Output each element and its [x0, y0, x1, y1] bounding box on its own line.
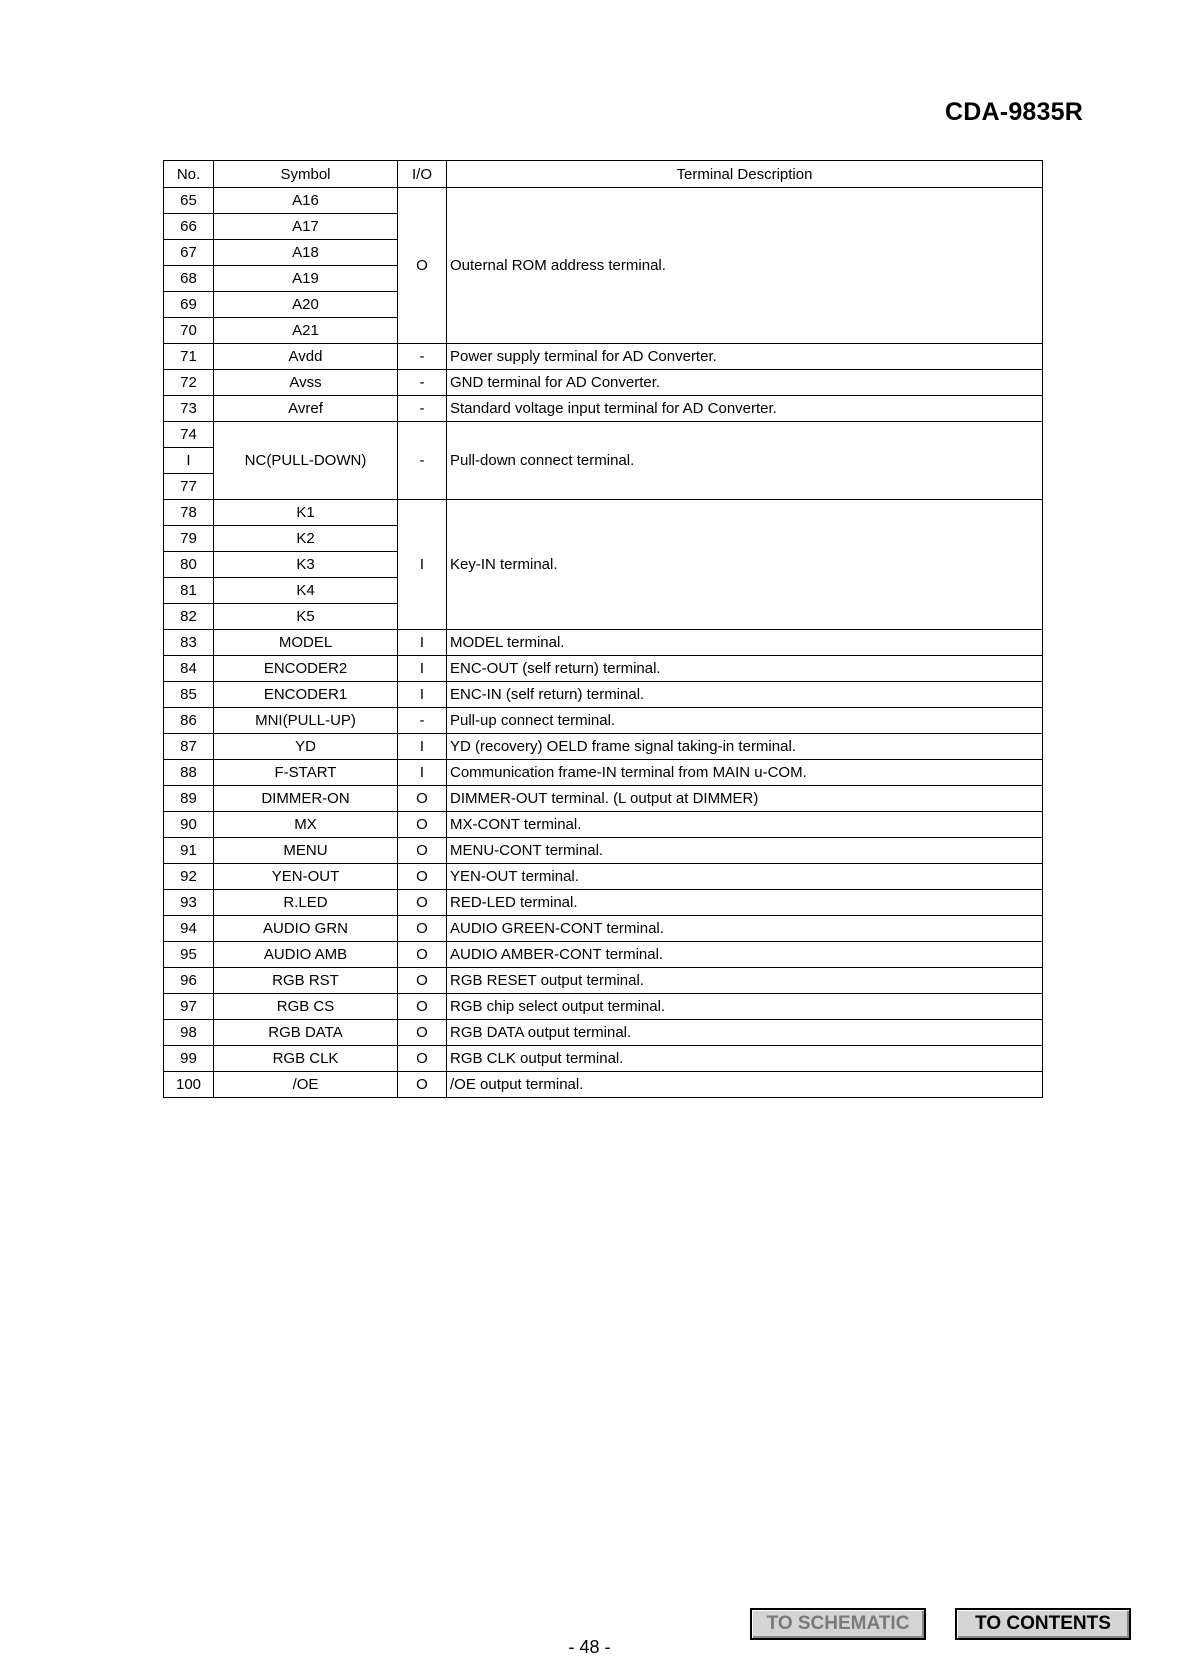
- description-cell: RGB RESET output terminal.: [447, 968, 1043, 994]
- pin-number-cell: 91: [164, 838, 214, 864]
- description-cell: Power supply terminal for AD Converter.: [447, 344, 1043, 370]
- table-row: [164, 396, 1043, 422]
- io-cell: -: [398, 396, 447, 422]
- io-cell: O: [398, 942, 447, 968]
- table-row: [164, 786, 1043, 812]
- to-contents-button[interactable]: TO CONTENTS: [955, 1608, 1131, 1640]
- table-row: [164, 682, 1043, 708]
- pin-number-cell: 89: [164, 786, 214, 812]
- description-cell: Pull-up connect terminal.: [447, 708, 1043, 734]
- description-cell: RED-LED terminal.: [447, 890, 1043, 916]
- table-row: [164, 422, 1043, 448]
- symbol-cell: DIMMER-ON: [214, 786, 398, 812]
- pin-number-cell: 85: [164, 682, 214, 708]
- io-cell: I: [398, 630, 447, 656]
- header-description: Terminal Description: [447, 161, 1043, 188]
- io-cell: O: [398, 968, 447, 994]
- pin-number-cell: 79: [164, 526, 214, 552]
- io-cell: O: [398, 838, 447, 864]
- description-cell: AUDIO AMBER-CONT terminal.: [447, 942, 1043, 968]
- table-row: [164, 1020, 1043, 1046]
- table-row: [164, 942, 1043, 968]
- table-row: [164, 370, 1043, 396]
- description-cell: MENU-CONT terminal.: [447, 838, 1043, 864]
- symbol-cell: A21: [214, 318, 398, 344]
- symbol-cell: AUDIO GRN: [214, 916, 398, 942]
- pin-number-cell: 65: [164, 188, 214, 214]
- symbol-cell: MENU: [214, 838, 398, 864]
- io-cell: O: [398, 812, 447, 838]
- pin-number-cell: 87: [164, 734, 214, 760]
- table-row: [164, 1072, 1043, 1098]
- to-schematic-button[interactable]: TO SCHEMATIC: [750, 1608, 926, 1640]
- symbol-cell: K2: [214, 526, 398, 552]
- description-cell: AUDIO GREEN-CONT terminal.: [447, 916, 1043, 942]
- symbol-cell: /OE: [214, 1072, 398, 1098]
- symbol-cell: K1: [214, 500, 398, 526]
- pin-number-cell: I: [164, 448, 214, 474]
- table-row: [164, 630, 1043, 656]
- description-cell: DIMMER-OUT terminal. (L output at DIMMER): [447, 786, 1043, 812]
- io-cell: -: [398, 344, 447, 370]
- symbol-cell: A17: [214, 214, 398, 240]
- io-cell: I: [398, 760, 447, 786]
- symbol-cell: F-START: [214, 760, 398, 786]
- io-cell: -: [398, 370, 447, 396]
- symbol-cell: RGB DATA: [214, 1020, 398, 1046]
- io-cell: -: [398, 422, 447, 500]
- description-cell: Standard voltage input terminal for AD Converter.: [447, 396, 1043, 422]
- header-io: I/O: [398, 161, 447, 188]
- model-title: CDA-9835R: [945, 98, 1083, 126]
- table-row: [164, 994, 1043, 1020]
- description-cell: Key-IN terminal.: [447, 500, 1043, 630]
- pin-number-cell: 100: [164, 1072, 214, 1098]
- description-cell: Communication frame-IN terminal from MAIN u-COM.: [447, 760, 1043, 786]
- description-cell: RGB CLK output terminal.: [447, 1046, 1043, 1072]
- description-cell: RGB DATA output terminal.: [447, 1020, 1043, 1046]
- symbol-cell: MNI(PULL-UP): [214, 708, 398, 734]
- pin-number-cell: 96: [164, 968, 214, 994]
- io-cell: O: [398, 1072, 447, 1098]
- symbol-cell: RGB CS: [214, 994, 398, 1020]
- pin-number-cell: 97: [164, 994, 214, 1020]
- table-row: [164, 656, 1043, 682]
- symbol-cell: A19: [214, 266, 398, 292]
- io-cell: O: [398, 1046, 447, 1072]
- pin-number-cell: 67: [164, 240, 214, 266]
- symbol-cell: ENCODER1: [214, 682, 398, 708]
- io-cell: O: [398, 916, 447, 942]
- table-row: [164, 708, 1043, 734]
- pin-number-cell: 93: [164, 890, 214, 916]
- symbol-cell: YD: [214, 734, 398, 760]
- table-row: [164, 760, 1043, 786]
- table-row: [164, 968, 1043, 994]
- pin-number-cell: 72: [164, 370, 214, 396]
- io-cell: I: [398, 656, 447, 682]
- symbol-cell: Avref: [214, 396, 398, 422]
- io-cell: I: [398, 682, 447, 708]
- pin-number-cell: 78: [164, 500, 214, 526]
- io-cell: O: [398, 1020, 447, 1046]
- pin-number-cell: 94: [164, 916, 214, 942]
- pin-number-cell: 66: [164, 214, 214, 240]
- description-cell: MX-CONT terminal.: [447, 812, 1043, 838]
- pin-number-cell: 81: [164, 578, 214, 604]
- io-cell: -: [398, 708, 447, 734]
- table-row: [164, 1046, 1043, 1072]
- pin-number-cell: 84: [164, 656, 214, 682]
- symbol-cell: MODEL: [214, 630, 398, 656]
- description-cell: /OE output terminal.: [447, 1072, 1043, 1098]
- table-header-row: [164, 161, 1043, 188]
- table-row: [164, 864, 1043, 890]
- description-cell: RGB chip select output terminal.: [447, 994, 1043, 1020]
- symbol-cell: YEN-OUT: [214, 864, 398, 890]
- symbol-cell: K3: [214, 552, 398, 578]
- pin-number-cell: 88: [164, 760, 214, 786]
- pin-number-cell: 83: [164, 630, 214, 656]
- symbol-cell: A16: [214, 188, 398, 214]
- description-cell: GND terminal for AD Converter.: [447, 370, 1043, 396]
- symbol-cell: NC(PULL-DOWN): [214, 422, 398, 500]
- pin-number-cell: 99: [164, 1046, 214, 1072]
- io-cell: O: [398, 890, 447, 916]
- symbol-cell: RGB CLK: [214, 1046, 398, 1072]
- pin-number-cell: 74: [164, 422, 214, 448]
- header-no: No.: [164, 161, 214, 188]
- table-row: [164, 734, 1043, 760]
- io-cell: O: [398, 188, 447, 344]
- io-cell: O: [398, 864, 447, 890]
- pin-number-cell: 77: [164, 474, 214, 500]
- symbol-cell: Avss: [214, 370, 398, 396]
- pin-number-cell: 73: [164, 396, 214, 422]
- pin-number-cell: 90: [164, 812, 214, 838]
- description-cell: ENC-OUT (self return) terminal.: [447, 656, 1043, 682]
- pin-number-cell: 92: [164, 864, 214, 890]
- pin-number-cell: 95: [164, 942, 214, 968]
- io-cell: O: [398, 786, 447, 812]
- pin-number-cell: 86: [164, 708, 214, 734]
- pin-number-cell: 68: [164, 266, 214, 292]
- pin-number-cell: 70: [164, 318, 214, 344]
- table-row: [164, 812, 1043, 838]
- header-symbol: Symbol: [214, 161, 398, 188]
- table-row: [164, 188, 1043, 214]
- table-row: [164, 500, 1043, 526]
- symbol-cell: A18: [214, 240, 398, 266]
- table-row: [164, 916, 1043, 942]
- symbol-cell: MX: [214, 812, 398, 838]
- pin-number-cell: 82: [164, 604, 214, 630]
- io-cell: O: [398, 994, 447, 1020]
- description-cell: Pull-down connect terminal.: [447, 422, 1043, 500]
- pin-number-cell: 71: [164, 344, 214, 370]
- table-row: [164, 890, 1043, 916]
- symbol-cell: ENCODER2: [214, 656, 398, 682]
- pin-number-cell: 80: [164, 552, 214, 578]
- io-cell: I: [398, 734, 447, 760]
- table-row: [164, 838, 1043, 864]
- symbol-cell: R.LED: [214, 890, 398, 916]
- description-cell: Outernal ROM address terminal.: [447, 188, 1043, 344]
- table-row: [164, 344, 1043, 370]
- pin-number-cell: 69: [164, 292, 214, 318]
- description-cell: YD (recovery) OELD frame signal taking-in terminal.: [447, 734, 1043, 760]
- symbol-cell: K5: [214, 604, 398, 630]
- table-body: [164, 188, 1043, 1098]
- description-cell: ENC-IN (self return) terminal.: [447, 682, 1043, 708]
- symbol-cell: A20: [214, 292, 398, 318]
- symbol-cell: RGB RST: [214, 968, 398, 994]
- symbol-cell: K4: [214, 578, 398, 604]
- io-cell: I: [398, 500, 447, 630]
- description-cell: MODEL terminal.: [447, 630, 1043, 656]
- description-cell: YEN-OUT terminal.: [447, 864, 1043, 890]
- terminal-table: [163, 160, 1043, 1098]
- pin-number-cell: 98: [164, 1020, 214, 1046]
- symbol-cell: AUDIO AMB: [214, 942, 398, 968]
- symbol-cell: Avdd: [214, 344, 398, 370]
- page-number: - 48 -: [568, 1637, 611, 1657]
